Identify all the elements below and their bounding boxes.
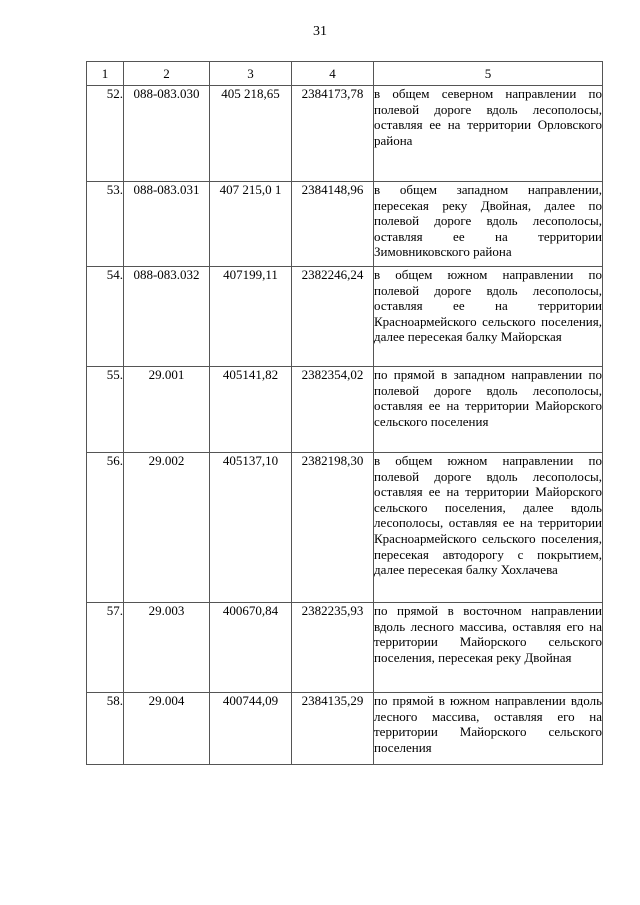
coordinate-y: 2384148,96	[292, 182, 374, 267]
row-number: 58.	[87, 693, 124, 765]
coordinate-y: 2382354,02	[292, 367, 374, 453]
column-header-5: 5	[374, 62, 603, 86]
table-row	[87, 453, 603, 603]
point-id: 088-083.030	[124, 86, 210, 182]
table-header-row	[87, 62, 603, 86]
coordinate-x: 405 218,65	[210, 86, 292, 182]
boundary-description: по прямой в восточном направлении вдоль лесного массива, оставляя его на территории Майорского сельского поселения, пересекая реку Двойная	[374, 603, 603, 693]
boundary-points-table	[86, 61, 603, 765]
coordinate-y: 2384173,78	[292, 86, 374, 182]
point-id: 29.004	[124, 693, 210, 765]
coordinate-x: 405137,10	[210, 453, 292, 603]
point-id: 29.003	[124, 603, 210, 693]
row-number: 52.	[87, 86, 124, 182]
column-header-3: 3	[210, 62, 292, 86]
table-row	[87, 367, 603, 453]
coordinate-x: 407199,11	[210, 267, 292, 367]
point-id: 088-083.031	[124, 182, 210, 267]
point-id: 088-083.032	[124, 267, 210, 367]
row-number: 56.	[87, 453, 124, 603]
table-row	[87, 693, 603, 765]
coordinate-x: 407 215,0 1	[210, 182, 292, 267]
row-number: 55.	[87, 367, 124, 453]
row-number: 53.	[87, 182, 124, 267]
boundary-description: по прямой в южном направлении вдоль лесного массива, оставляя его на территории Майорского сельского поселения	[374, 693, 603, 765]
point-id: 29.001	[124, 367, 210, 453]
coordinate-x: 400670,84	[210, 603, 292, 693]
row-number: 57.	[87, 603, 124, 693]
table-row	[87, 86, 603, 182]
boundary-description: в общем южном направлении по полевой дороге вдоль лесополосы, оставляя ее на территории Майорского сельского поселения, далее вдоль лесополосы, оставляя ее на территории Красноармейского сельского поселения, пересекая автодорогу с покрытием, далее пересекая балку Хохлачева	[374, 453, 603, 603]
point-id: 29.002	[124, 453, 210, 603]
coordinate-y: 2384135,29	[292, 693, 374, 765]
coordinate-y: 2382235,93	[292, 603, 374, 693]
boundary-description: в общем южном направлении по полевой дороге вдоль лесополосы, оставляя ее на территории Красноармейского сельского поселения, далее пересекая балку Майорская	[374, 267, 603, 367]
column-header-1: 1	[87, 62, 124, 86]
coordinate-x: 405141,82	[210, 367, 292, 453]
boundary-description: в общем западном направлении, пересекая реку Двойная, далее по полевой дороге вдоль лесополосы, оставляя ее на территории Зимовниковского района	[374, 182, 603, 267]
coordinate-x: 400744,09	[210, 693, 292, 765]
table-row	[87, 182, 603, 267]
boundary-description: в общем северном направлении по полевой дороге вдоль лесополосы, оставляя ее на территории Орловского района	[374, 86, 603, 182]
row-number: 54.	[87, 267, 124, 367]
table-row	[87, 603, 603, 693]
column-header-4: 4	[292, 62, 374, 86]
page-number: 31	[313, 24, 327, 39]
column-header-2: 2	[124, 62, 210, 86]
table-row	[87, 267, 603, 367]
coordinate-y: 2382246,24	[292, 267, 374, 367]
boundary-description: по прямой в западном направлении по полевой дороге вдоль лесополосы, оставляя ее на территории Майорского сельского поселения	[374, 367, 603, 453]
coordinate-y: 2382198,30	[292, 453, 374, 603]
